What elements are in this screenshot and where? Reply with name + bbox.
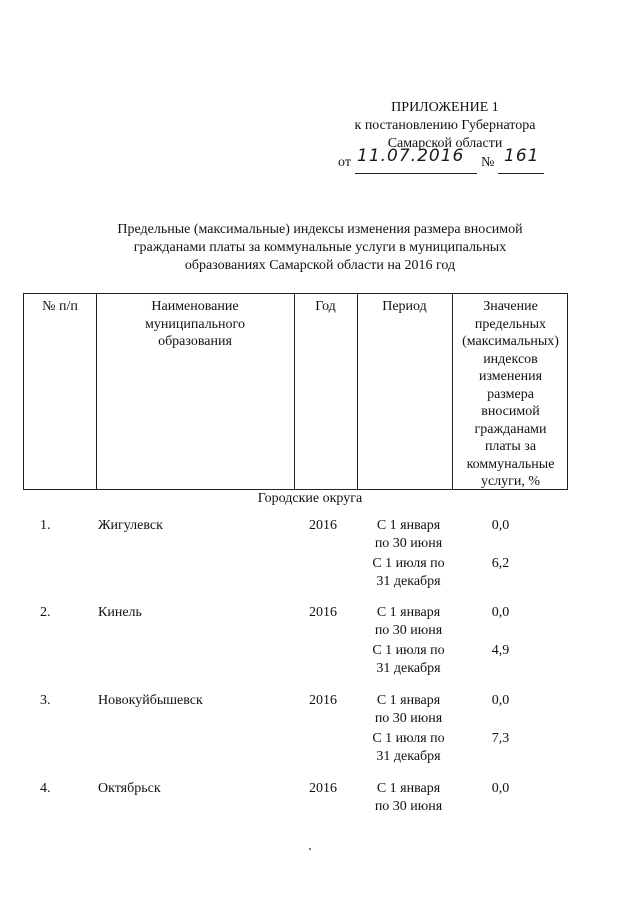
row-period: С 1 января по 30 июня [374,781,443,814]
section-label: Городские округа [257,491,363,506]
row-number: 2. [40,605,51,620]
number-prefix: № [481,155,495,170]
row-value: 0,0 [491,781,510,796]
row-value: 0,0 [491,693,510,708]
header-year: Год [315,299,336,314]
row-value: 6,2 [491,556,510,571]
row-period: С 1 января по 30 июня [374,518,443,551]
row-year: 2016 [309,518,337,533]
row-period: С 1 июля по 31 декабря [372,556,445,589]
row-municipality: Жигулевск [98,518,163,533]
row-municipality: Октябрьск [98,781,161,796]
row-value: 7,3 [491,731,510,746]
row-year: 2016 [309,605,337,620]
row-municipality: Новокуйбышевск [98,693,203,708]
row-period: С 1 июля по 31 декабря [372,643,445,676]
title-line-3: образованиях Самарской области на 2016 год [184,258,456,273]
appendix-line-2: к постановлению Губернатора [354,118,536,133]
row-value: 0,0 [491,518,510,533]
row-number: 4. [40,781,51,796]
header-num: № п/п [42,299,78,314]
row-value: 0,0 [491,605,510,620]
row-period: С 1 января по 30 июня [374,605,443,638]
row-number: 1. [40,518,51,533]
date-underline [355,173,477,174]
handwritten-date: 11.07.2016 [357,146,465,166]
table-header [23,293,568,490]
scan-speck [309,848,311,850]
row-year: 2016 [309,781,337,796]
handwritten-number: 161 [504,146,540,166]
header-period: Период [382,299,427,314]
appendix-line-3: Самарской области [387,136,503,151]
title-line-1: Предельные (максимальные) индексы изменения размера вносимой [117,222,523,237]
decree-date-number [338,146,578,178]
date-prefix: от [338,155,351,170]
row-period: С 1 января по 30 июня [374,693,443,726]
document-title [80,221,560,275]
appendix-header [330,99,560,153]
row-period: С 1 июля по 31 декабря [372,731,445,764]
appendix-title: ПРИЛОЖЕНИЕ 1 [391,100,499,115]
title-line-2: гражданами платы за коммунальные услуги в муниципальных [133,240,507,255]
row-year: 2016 [309,693,337,708]
row-value: 4,9 [491,643,510,658]
row-municipality: Кинель [98,605,142,620]
row-number: 3. [40,693,51,708]
header-name: Наименование муниципального образования [145,299,245,349]
header-value: Значение предельных (максимальных) индексов изменения размера вносимой гражданами платы за коммунальные услуги, % [462,299,559,489]
number-underline [498,173,544,174]
